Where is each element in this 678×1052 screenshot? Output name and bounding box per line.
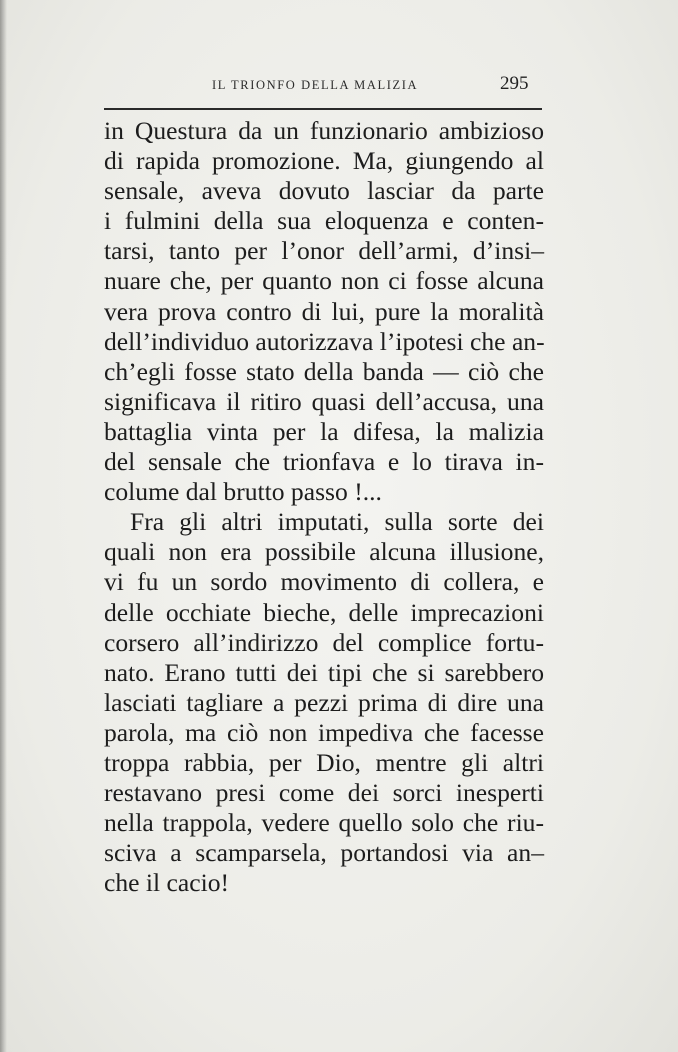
text-line: troppa rabbia, per Dio, mentre gli altri <box>104 747 544 777</box>
header-rule <box>104 108 542 110</box>
text-line: corsero all’indirizzo del complice fortu- <box>104 627 544 657</box>
text-line: colume dal brutto passo !... <box>104 477 382 507</box>
text-line: nato. Erano tutti dei tipi che si sarebbero <box>104 657 544 687</box>
text-line: del sensale che trionfava e lo tirava in- <box>104 447 544 477</box>
text-line: di rapida promozione. Ma, giungendo al <box>104 146 544 176</box>
text-line: dell’individuo autorizzava l’ipotesi che an- <box>104 326 545 356</box>
text-line: vera prova contro di lui, pure la moralità <box>104 296 544 326</box>
text-line: restavano presi come dei sorci inesperti <box>104 778 544 808</box>
body-text <box>104 116 544 898</box>
page-binding-edge <box>0 0 7 1052</box>
text-line: Fra gli altri imputati, sulla sorte dei <box>130 507 544 537</box>
text-line: in Questura da un funzionario ambizioso <box>104 116 544 145</box>
text-line: delle occhiate bieche, delle imprecazioni <box>104 597 544 627</box>
page-number: 295 <box>500 73 529 94</box>
text-line: vi fu un sordo movimento di collera, e <box>104 567 544 597</box>
text-line: ch’egli fosse stato della banda — ciò che <box>104 356 544 386</box>
text-line: sensale, aveva dovuto lasciar da parte <box>104 176 544 206</box>
text-line: tarsi, tanto per l’onor dell’armi, d’insi– <box>104 236 544 266</box>
running-head: IL TRIONFO DELLA MALIZIA <box>212 78 419 92</box>
text-line: sciva a scamparsela, portandosi via an– <box>104 838 544 868</box>
text-line: lasciati tagliare a pezzi prima di dire una <box>104 687 544 717</box>
text-line: nella trappola, vedere quello solo che riu- <box>104 808 544 838</box>
text-line: battaglia vinta per la difesa, la malizia <box>104 416 544 446</box>
text-line: quali non era possibile alcuna illusione, <box>104 537 544 567</box>
text-line: i fulmini della sua eloquenza e conten- <box>104 206 544 236</box>
text-line: nuare che, per quanto non ci fosse alcuna <box>104 266 544 296</box>
text-line: che il cacio! <box>104 868 230 898</box>
text-line: parola, ma ciò non impediva che facesse <box>104 717 544 747</box>
text-line: significava il ritiro quasi dell’accusa, una <box>104 386 544 416</box>
